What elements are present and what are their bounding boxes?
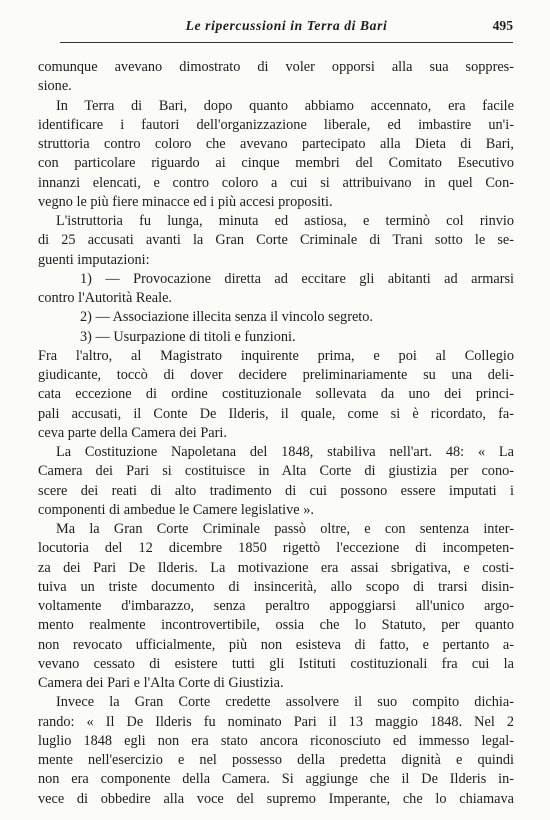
- text-line: In Terra di Bari, dopo quanto abbiamo accennato, era facile: [56, 97, 514, 114]
- text-line: luglio 1848 egli non era stato ancora riconosciuto ed immesso legal-: [38, 732, 514, 749]
- text-line: mente nell'esercizio e nel possesso della predetta dignità e quindi: [38, 752, 514, 768]
- body-text: [38, 58, 514, 809]
- text-line: Fra l'altro, al Magistrato inquirente prima, e poi al Collegio: [38, 347, 514, 364]
- text-line: contro l'Autorità Reale.: [38, 290, 172, 306]
- text-line: cata eccezione di ordine costituzionale sollevata da uno dei princi-: [38, 386, 514, 403]
- text-line: voltamente d'imbarazzo, senza peraltro appoggiarsi all'unico argo-: [38, 598, 514, 614]
- text-line: comunque avevano dimostrato di voler opporsi alla sua soppres-: [38, 59, 514, 75]
- text-line: L'istruttoria fu lunga, minuta ed astiosa, e terminò col rinvio: [56, 213, 514, 229]
- text-line: 3) — Usurpazione di titoli e funzioni.: [80, 328, 296, 345]
- text-line: vevano cessato di esistere tutti gli Istituti costituzionali fra cui la: [38, 655, 514, 672]
- text-line: Camera dei Pari e l'Alta Corte di Giustizia.: [38, 675, 284, 691]
- text-line: di 25 accusati avanti la Gran Corte Criminale di Trani sotto le se-: [38, 232, 514, 249]
- text-line: non era componente della Camera. Si aggiunge che il De Ilderis in-: [38, 771, 514, 788]
- running-title: Le ripercussioni in Terra di Bari: [185, 18, 388, 33]
- text-line: sione.: [38, 78, 72, 95]
- text-line: La Costituzione Napoletana del 1848, stabiliva nell'art. 48: « La: [56, 444, 514, 460]
- text-line: scere dei reati di alto tradimento di cui possono essere imputati i: [38, 482, 514, 499]
- text-line: pali accusati, il Conte De Ilderis, il quale, come si è ricordato, fa-: [38, 405, 514, 422]
- text-line: locutoria del 12 dicembre 1850 rigettò l'eccezione di incompeten-: [38, 540, 514, 557]
- page-header: [60, 18, 513, 43]
- text-line: guenti imputazioni:: [38, 251, 150, 268]
- text-line: vegno le più fiere minacce ed i più accesi propositi.: [38, 193, 333, 210]
- text-line: identificare i fautori dell'organizzazione liberale, ed imbastire un'i-: [38, 116, 514, 133]
- text-line: Invece la Gran Corte credette assolvere il suo compito dichia-: [56, 694, 514, 711]
- text-line: innanzi elencati, e contro coloro a cui si attribuivano in quel Con-: [38, 174, 514, 191]
- text-line: componenti di ambedue le Camere legislative ».: [38, 501, 314, 518]
- text-line: Ma la Gran Corte Criminale passò oltre, e con sentenza inter-: [56, 521, 514, 537]
- text-line: 1) — Provocazione diretta ad eccitare gli abitanti ad armarsi: [80, 270, 514, 287]
- text-line: tuiva un triste documento di insincerità, allo scopo di trarsi disin-: [38, 578, 514, 595]
- text-line: struttoria contro coloro che avevano partecipato alla Dieta di Bari,: [38, 136, 514, 152]
- text-line: Camera dei Pari si costituisce in Alta Corte di giustizia per cono-: [38, 463, 514, 480]
- text-line: mento realmente incontrovertibile, ossia che lo Statuto, per quanto: [38, 617, 514, 634]
- text-line: non revocato ufficialmente, più non esisteva di fatto, e pertanto a-: [38, 636, 514, 653]
- text-line: giudicante, toccò di dover decidere preliminariamente su una deli-: [38, 367, 514, 383]
- text-line: ceva parte della Camera dei Pari.: [38, 424, 227, 441]
- text-line: vece di obbedire alla voce del supremo Imperante, che lo chiamava: [38, 790, 514, 807]
- text-line: za dei Pari De Ilderis. La motivazione era assai sbrigativa, e costi-: [38, 559, 514, 576]
- text-line: rando: « Il De Ilderis fu nominato Pari il 13 maggio 1848. Nel 2: [38, 713, 514, 730]
- page-number: 495: [492, 18, 513, 33]
- text-line: con particolare riguardo ai cinque membri del Comitato Esecutivo: [38, 155, 514, 172]
- text-line: 2) — Associazione illecita senza il vincolo segreto.: [80, 309, 373, 326]
